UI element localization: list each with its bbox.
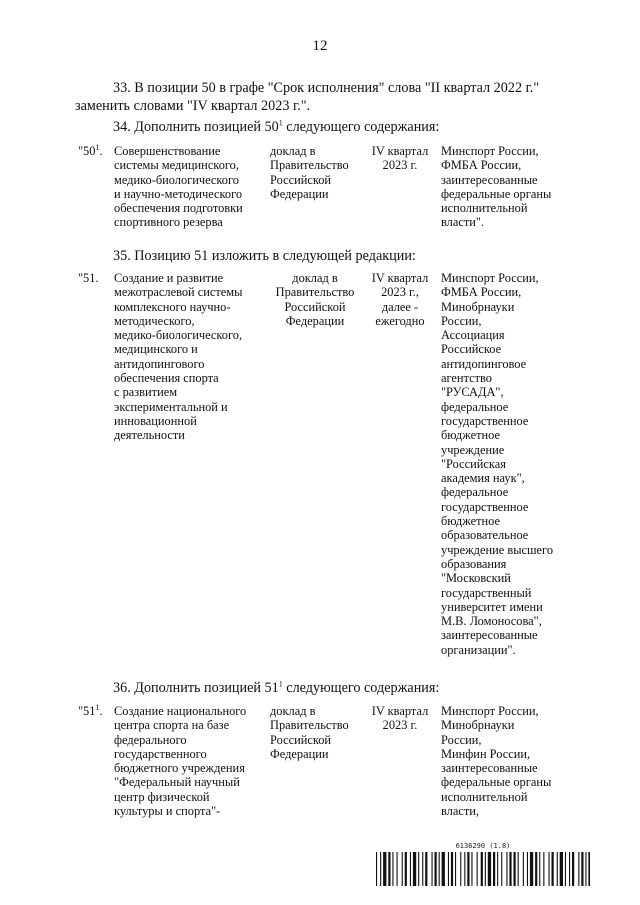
- cell-line: Ассоциация: [441, 328, 505, 343]
- barcode-bars: [376, 852, 590, 886]
- cell-line: с развитием: [114, 385, 178, 400]
- item-36: [113, 679, 439, 697]
- cell-line: Российское: [441, 342, 502, 357]
- cell-line: исполнительной: [441, 789, 528, 804]
- cell-line: доклад в: [270, 704, 316, 718]
- cell-line: доклад в: [292, 271, 338, 285]
- cell-line: Минспорт России,: [441, 144, 539, 158]
- cell-line: образовательное: [441, 528, 529, 543]
- cell-line: государственное: [441, 413, 529, 428]
- row-51-1-number: "$51^1$.: [78, 702, 103, 718]
- cell-line: антидопинговое: [441, 356, 527, 371]
- cell-line: далее -: [381, 299, 419, 314]
- row-51-1-report-form: [270, 704, 360, 761]
- cell-line: Минобрнауки: [441, 718, 515, 733]
- cell-line: медико-биологического,: [114, 328, 243, 343]
- barcode-code: 6136290 (1.8): [455, 842, 511, 850]
- cell-line: Создание национального: [114, 704, 247, 718]
- cell-line: Российской: [284, 299, 346, 314]
- cell-line: Минспорт России,: [441, 271, 539, 285]
- cell-line: "РУСАДА",: [441, 385, 504, 400]
- cell-line: спортивного резерва: [114, 215, 223, 230]
- cell-line: доклад в: [270, 144, 316, 158]
- cell-line: заинтересованные: [441, 628, 538, 643]
- item-33-line2: заменить словами "IV квартал 2023 г.".: [75, 98, 311, 114]
- cell-line: обеспечения спорта: [114, 371, 219, 386]
- cell-line: России,: [441, 313, 482, 328]
- cell-line: культуры и спорта"-: [114, 804, 221, 819]
- cell-line: медицинского и: [114, 342, 198, 357]
- cell-line: 2023 г.,: [381, 285, 419, 300]
- cell-line: ФМБА России,: [441, 285, 522, 300]
- cell-line: исполнительной: [441, 201, 528, 216]
- item-34-sup: 1: [278, 118, 283, 128]
- cell-line: государственный: [441, 585, 532, 600]
- item-35: 35. Позицию 51 изложить в следующей редакции:: [113, 248, 416, 264]
- cell-line: межотраслевой системы: [114, 285, 243, 300]
- cell-line: России,: [441, 732, 482, 747]
- cell-line: организации".: [441, 642, 516, 657]
- cell-line: Создание и развитие: [114, 271, 224, 285]
- cell-line: агентство: [441, 371, 492, 386]
- item-36-before: 36. Дополнить позицией 51: [113, 680, 279, 696]
- row-50-1-report-form: [270, 144, 360, 201]
- item-34-before: 34. Дополнить позицией 50: [113, 119, 279, 135]
- cell-line: бюджетного учреждения: [114, 761, 245, 776]
- cell-line: государственного: [114, 746, 207, 761]
- cell-line: 2023 г.: [382, 158, 418, 173]
- cell-line: федеральные органы: [441, 186, 552, 201]
- cell-line: учреждение: [441, 442, 505, 457]
- cell-line: "Российская: [441, 456, 506, 471]
- cell-line: "Московский: [441, 571, 511, 586]
- cell-line: Правительство: [270, 718, 349, 733]
- cell-line: федеральное: [441, 485, 509, 500]
- cell-line: 2023 г.: [382, 718, 418, 733]
- cell-line: центр физической: [114, 789, 210, 804]
- cell-line: антидопингового: [114, 356, 205, 371]
- cell-line: системы медицинского,: [114, 158, 239, 173]
- row-50-1-executors: [441, 144, 591, 230]
- cell-line: Федерации: [285, 313, 345, 328]
- row-51-name: [114, 271, 264, 443]
- cell-line: Российской: [270, 172, 332, 187]
- cell-line: Минфин России,: [441, 746, 531, 761]
- cell-line: IV квартал: [371, 144, 429, 158]
- cell-line: Российской: [270, 732, 332, 747]
- cell-line: Правительство: [275, 285, 355, 300]
- cell-line: М.В. Ломоносова",: [441, 614, 542, 629]
- cell-line: и научно-методического: [114, 186, 243, 201]
- cell-line: ФМБА России,: [441, 158, 522, 173]
- cell-line: "Федеральный научный: [114, 775, 240, 790]
- page-number: 12: [312, 38, 328, 54]
- cell-line: университет имени: [441, 599, 543, 614]
- row-51-number: "51.: [78, 271, 99, 285]
- row-50-1-name: [114, 144, 264, 230]
- cell-line: деятельности: [114, 428, 185, 443]
- cell-line: учреждение высшего: [441, 542, 554, 557]
- cell-line: обеспечения подготовки: [114, 201, 243, 216]
- row-51-deadline: [367, 271, 433, 328]
- cell-line: федерального: [114, 732, 187, 747]
- cell-line: заинтересованные: [441, 172, 538, 187]
- cell-line: бюджетное: [441, 428, 501, 443]
- cell-line: IV квартал: [371, 704, 429, 718]
- cell-line: власти,: [441, 804, 480, 819]
- cell-line: методического,: [114, 313, 195, 328]
- cell-line: инновационной: [114, 413, 197, 428]
- cell-line: заинтересованные: [441, 761, 538, 776]
- cell-line: экспериментальной и: [114, 399, 228, 414]
- cell-line: Федерации: [270, 746, 329, 761]
- row-50-1-deadline: [367, 144, 433, 173]
- document-barcode: [376, 842, 590, 888]
- cell-line: Минобрнауки: [441, 299, 515, 314]
- cell-line: власти".: [441, 215, 485, 230]
- cell-line: комплексного научно-: [114, 299, 231, 314]
- row-51-executors: [441, 271, 591, 657]
- row-51-1-deadline: [367, 704, 433, 733]
- item-34: [113, 118, 439, 136]
- cell-line: федеральное: [441, 399, 509, 414]
- cell-line: Правительство: [270, 158, 349, 173]
- cell-line: Федерации: [270, 186, 329, 201]
- cell-line: Совершенствование: [114, 144, 221, 158]
- row-51-report-form: [270, 271, 360, 328]
- cell-line: федеральные органы: [441, 775, 552, 790]
- row-51-1-executors: [441, 704, 591, 818]
- item-33-line1: 33. В позиции 50 в графе "Срок исполнения" слова "II квартал 2022 г.": [113, 80, 540, 96]
- cell-line: государственное: [441, 499, 529, 514]
- cell-line: Минспорт России,: [441, 704, 539, 718]
- cell-line: академия наук",: [441, 471, 525, 486]
- item-36-sup: 1: [278, 679, 283, 689]
- cell-line: центра спорта на базе: [114, 718, 230, 733]
- cell-line: медико-биологического: [114, 172, 239, 187]
- cell-line: образования: [441, 556, 507, 571]
- cell-line: IV квартал: [371, 271, 429, 285]
- cell-line: ежегодно: [375, 313, 425, 328]
- cell-line: бюджетное: [441, 514, 501, 529]
- item-36-after: следующего содержания:: [282, 680, 440, 696]
- item-34-after: следующего содержания:: [282, 119, 440, 135]
- row-51-1-name: [114, 704, 264, 818]
- row-50-1-number: "$50^1$.: [78, 142, 103, 158]
